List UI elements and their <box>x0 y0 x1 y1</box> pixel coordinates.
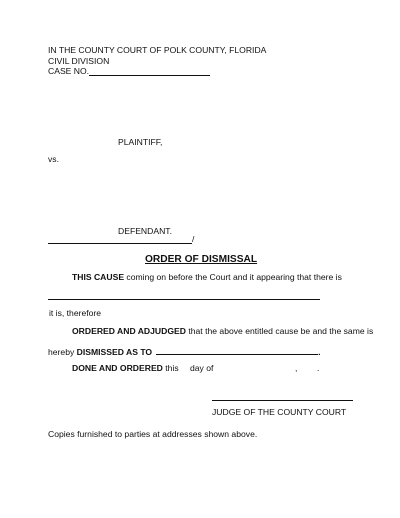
caption-underline <box>48 243 192 244</box>
reason-blank-line <box>48 299 320 300</box>
therefore-text: it is, therefore <box>49 308 102 318</box>
division-heading: CIVIL DIVISION <box>48 56 110 66</box>
dismissed-as-to-bold: DISMISSED AS TO <box>76 347 153 357</box>
case-number-label: CASE NO. <box>48 66 90 76</box>
ordered-adjudged-bold: ORDERED AND ADJUDGED <box>72 326 186 336</box>
case-number-blank <box>89 75 210 76</box>
dismissed-period: . <box>318 347 321 357</box>
date-comma: , <box>295 363 298 373</box>
order-title: ORDER OF DISMISSAL <box>145 254 258 265</box>
defendant-label: DEFENDANT. <box>118 226 172 236</box>
ordered-adjudged-text: that the above entitled cause be and the same is <box>185 326 374 336</box>
ordered-adjudged-paragraph <box>72 327 373 336</box>
this-cause-text: coming on before the Court and it appearing that there is <box>124 272 342 282</box>
done-ordered-this: this <box>162 363 179 373</box>
day-of-text: day of <box>190 363 214 373</box>
hereby-text: hereby <box>48 347 77 357</box>
dismissed-party-blank <box>156 346 321 357</box>
done-ordered-bold: DONE AND ORDERED <box>72 363 163 373</box>
dismissed-line <box>48 346 321 357</box>
plaintiff-label: PLAINTIFF, <box>118 137 163 147</box>
done-ordered-line <box>72 364 179 373</box>
this-cause-paragraph <box>72 273 342 282</box>
this-cause-bold: THIS CAUSE <box>72 272 125 282</box>
caption-slash: / <box>192 234 195 244</box>
versus-label: vs. <box>48 154 59 164</box>
judge-title: JUDGE OF THE COUNTY COURT <box>212 407 347 417</box>
court-heading: IN THE COUNTY COURT OF POLK COUNTY, FLORIDA <box>48 45 267 55</box>
date-dot: . <box>317 363 320 373</box>
copies-furnished-text: Copies furnished to parties at addresses shown above. <box>48 429 258 439</box>
judge-signature-line <box>212 400 353 401</box>
